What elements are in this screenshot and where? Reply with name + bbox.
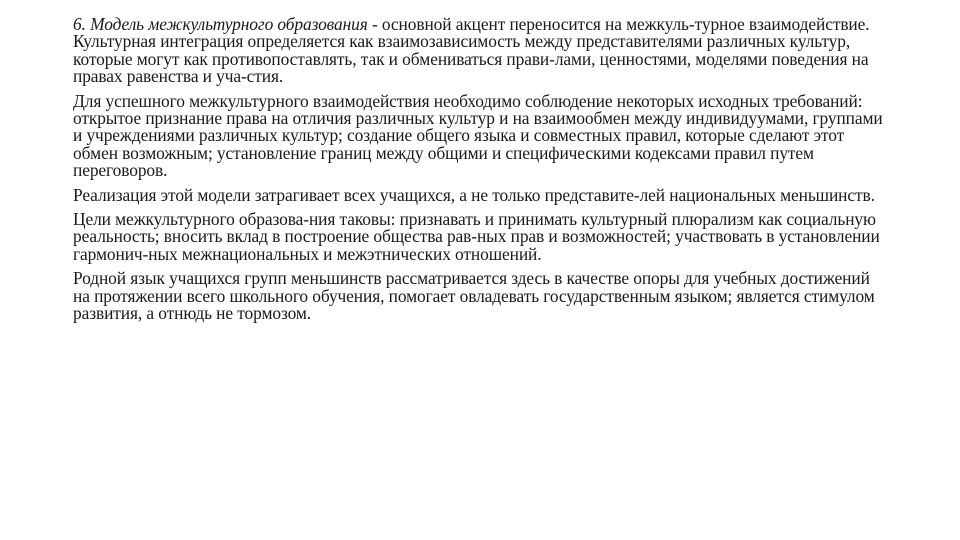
paragraph-native-language xyxy=(73,270,888,322)
paragraph-requirements xyxy=(73,90,888,181)
paragraph-text: Родной язык учащихся групп меньшинств рассматривается здесь в качестве опоры для учебных достижений на протяжении всего школьного обучения, помогает овладевать государственным языком; является стимулом развития, а отнюдь не тормозом. xyxy=(73,268,875,324)
model-heading-italic: 6. Модель межкультурного образования - xyxy=(73,14,382,34)
paragraph-text: основной акцент переносится на межкуль-турное взаимодействие. Культурная интеграция определяется как взаимозависимость между представителями различных культур, которые могут как противопоставлять, так и обмениваться прави-лами, ценностями, моделями поведения на правах равенства и уча-стия. xyxy=(73,14,870,87)
paragraph-goals xyxy=(73,211,888,263)
paragraph-text: Для успешного межкультурного взаимодействия необходимо соблюдение некоторых исходных требований: открытое признание права на отличия различных культур и на взаимообмен между индивидуумами, группами и учреждениями различных культур; создание общего языка и совместных правил, которые сделают этот обмен возможным; установление границ между общими и специфическими кодексами правил путем переговоров. xyxy=(73,90,883,181)
paragraph-text: Цели межкультурного образова-ния таковы: признавать и принимать культурный плюрализм как социальную реальность; вносить вклад в построение общества рав-ных прав и возможностей; участвовать в установлении гармонич-ных межнациональных и межэтнических отношений. xyxy=(73,209,880,264)
paragraph-implementation xyxy=(73,184,888,205)
paragraph-text: Реализация этой модели затрагивает всех учащихся, а не только представите-лей национальных меньшинств. xyxy=(73,184,875,205)
slide-text-body xyxy=(73,16,888,323)
paragraph-model-definition xyxy=(73,16,888,86)
